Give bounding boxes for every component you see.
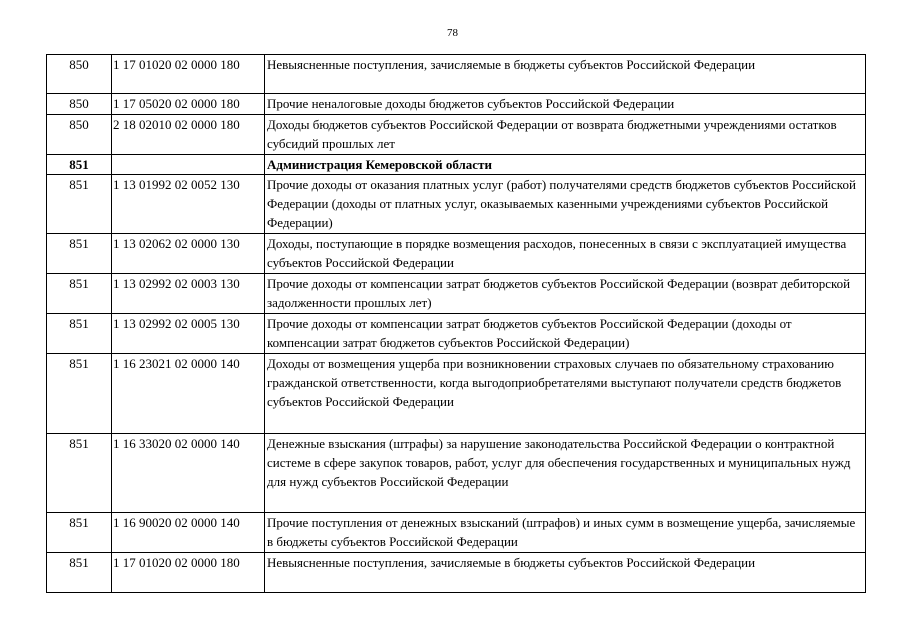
revenue-codes-table (46, 54, 866, 593)
table-row (47, 274, 866, 314)
section-heading-cell: Администрация Кемеровской области (265, 155, 866, 175)
revenue-name-cell: Прочие доходы от компенсации затрат бюджетов субъектов Российской Федерации (доходы от компенсации затрат бюджетов субъектов Российской Федерации) (265, 314, 866, 354)
revenue-name-cell: Прочие неналоговые доходы бюджетов субъектов Российской Федерации (265, 94, 866, 115)
table-row (47, 513, 866, 553)
revenue-code-cell: 2 18 02010 02 0000 180 (112, 115, 265, 155)
revenue-code-cell: 1 16 23021 02 0000 140 (112, 354, 265, 434)
revenue-name-cell: Прочие поступления от денежных взысканий (штрафов) и иных сумм в возмещение ущерба, зачисляемые в бюджеты субъектов Российской Федерации (265, 513, 866, 553)
revenue-code-cell: 1 17 01020 02 0000 180 (112, 553, 265, 593)
revenue-name-cell: Доходы бюджетов субъектов Российской Федерации от возврата бюджетными учреждениями остатков субсидий прошлых лет (265, 115, 866, 155)
page-number: 78 (447, 27, 458, 39)
table-row (47, 94, 866, 115)
revenue-code-cell: 1 13 02992 02 0003 130 (112, 274, 265, 314)
table-row (47, 354, 866, 434)
revenue-code-cell: 1 13 02992 02 0005 130 (112, 314, 265, 354)
admin-code-cell: 851 (47, 175, 112, 234)
revenue-code-cell: 1 13 02062 02 0000 130 (112, 234, 265, 274)
admin-code-cell: 850 (47, 55, 112, 94)
admin-code-cell: 851 (47, 234, 112, 274)
revenue-name-cell: Доходы, поступающие в порядке возмещения расходов, понесенных в связи с эксплуатацией имущества субъектов Российской Федерации (265, 234, 866, 274)
admin-code-cell: 850 (47, 94, 112, 115)
revenue-name-cell: Невыясненные поступления, зачисляемые в бюджеты субъектов Российской Федерации (265, 553, 866, 593)
admin-code-cell: 851 (47, 274, 112, 314)
table-row (47, 434, 866, 513)
table-row (47, 115, 866, 155)
revenue-name-cell: Денежные взыскания (штрафы) за нарушение законодательства Российской Федерации о контрактной системе в сфере закупок товаров, работ, услуг для обеспечения государственных и муниципальных нужд для нужд субъектов Российской Федерации (265, 434, 866, 513)
admin-code-cell: 851 (47, 314, 112, 354)
table-row (47, 55, 866, 94)
admin-code-cell: 851 (47, 155, 112, 175)
admin-code-cell: 851 (47, 434, 112, 513)
revenue-code-cell: 1 13 01992 02 0052 130 (112, 175, 265, 234)
revenue-code-cell (112, 155, 265, 175)
table-row (47, 234, 866, 274)
table-row (47, 155, 866, 175)
admin-code-cell: 850 (47, 115, 112, 155)
revenue-name-cell: Прочие доходы от оказания платных услуг (работ) получателями средств бюджетов субъектов Российской Федерации (доходы от платных услуг, оказываемых казенными учреждениями субъектов Российской Федерации) (265, 175, 866, 234)
revenue-name-cell: Невыясненные поступления, зачисляемые в бюджеты субъектов Российской Федерации (265, 55, 866, 94)
revenue-code-cell: 1 17 01020 02 0000 180 (112, 55, 265, 94)
table-row (47, 175, 866, 234)
revenue-code-cell: 1 16 33020 02 0000 140 (112, 434, 265, 513)
revenue-name-cell: Прочие доходы от компенсации затрат бюджетов субъектов Российской Федерации (возврат дебиторской задолженности прошлых лет) (265, 274, 866, 314)
table-row (47, 553, 866, 593)
admin-code-cell: 851 (47, 553, 112, 593)
admin-code-cell: 851 (47, 354, 112, 434)
revenue-code-cell: 1 16 90020 02 0000 140 (112, 513, 265, 553)
table-row (47, 314, 866, 354)
revenue-code-cell: 1 17 05020 02 0000 180 (112, 94, 265, 115)
revenue-name-cell: Доходы от возмещения ущерба при возникновении страховых случаев по обязательному страхованию гражданской ответственности, когда выгодоприобретателями выступают получатели средств бюджетов субъектов Российской Федерации (265, 354, 866, 434)
admin-code-cell: 851 (47, 513, 112, 553)
